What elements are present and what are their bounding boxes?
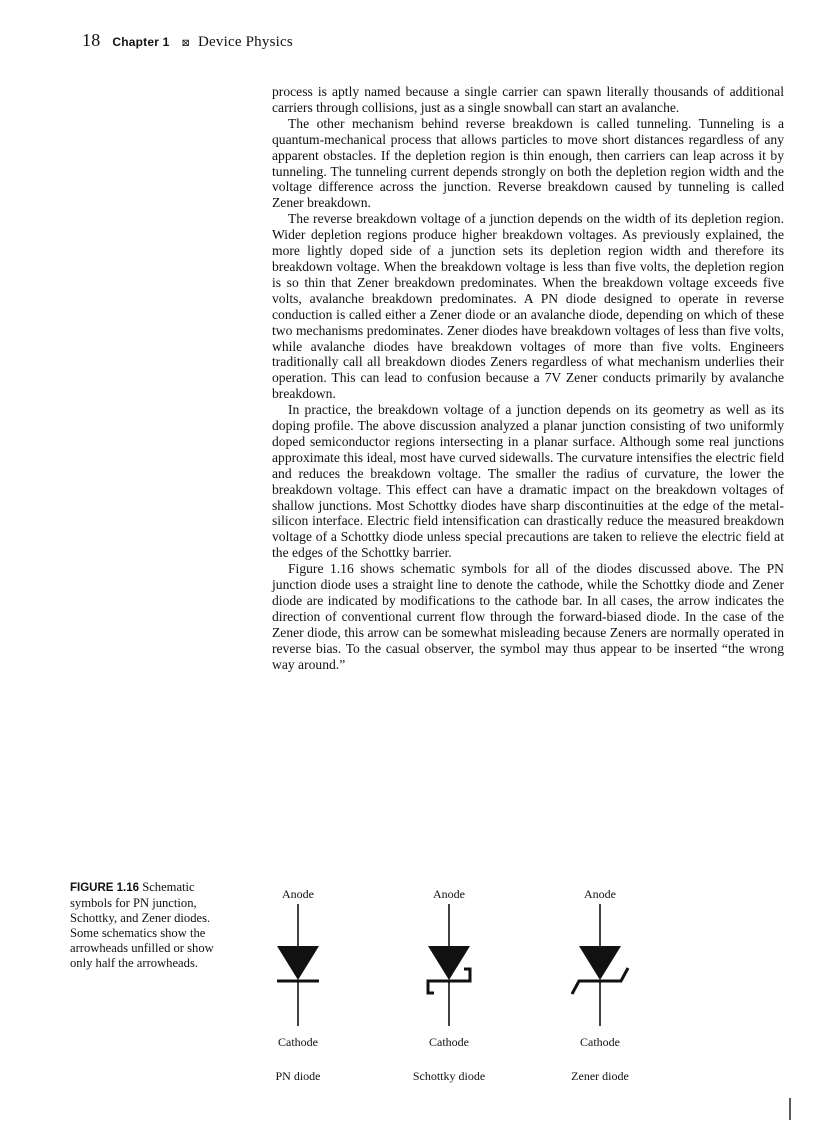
pn-diode-symbol bbox=[276, 887, 321, 1083]
paragraph: The reverse breakdown voltage of a junction depends on the width of its depletion region. Wider depletion regions produce higher breakdown voltages. As previously explained, the more lightly doped side of a junction sets its depletion region width and therefore its breakdown voltage. When the breakdown voltage is less than five volts, the depletion region is so thin that Zener breakdown predominates. When the breakdown voltage exceeds five volts, avalanche breakdown predominates. A PN diode designed to operate in reverse conduction is called either a Zener diode or an avalanche diode, depending on which of these two mechanisms predominates. Zener diodes have breakdown voltages of less than five volts, while avalanche diodes have breakdown voltages of more than five volts. Engineers traditionally call all breakdown diodes Zeners regardless of what mechanism underlies their operation. This can lead to confusion because a 7V Zener conducts primarily by avalanche breakdown. bbox=[272, 211, 784, 402]
section-title: Device Physics bbox=[198, 34, 293, 50]
cathode-label: Cathode bbox=[429, 1035, 469, 1049]
zener-diode-symbol bbox=[571, 887, 629, 1083]
paragraph: The other mechanism behind reverse breakdown is called tunneling. Tunneling is a quantum-mechanical process that allows particles to move short distances regardless of any apparent obstacles. If the depletion region is thin enough, then carriers can leap across it by tunneling. The tunneling current depends strongly on both the depletion region width and the voltage difference across the junction. Reverse breakdown caused by tunneling is called Zener breakdown. bbox=[272, 115, 784, 211]
figure-caption-text: Schematic symbols for PN junction, Schottky, and Zener diodes. Some schematics show the arrowheads unfilled or show only half the arrowheads. bbox=[70, 880, 214, 970]
diode-name: Schottky diode bbox=[412, 1069, 486, 1083]
cathode-label: Cathode bbox=[580, 1035, 620, 1049]
anode-label: Anode bbox=[282, 887, 314, 901]
schottky-diode-symbol bbox=[413, 887, 485, 1083]
chapter-label: Chapter 1 bbox=[112, 35, 170, 49]
arrowhead-icon bbox=[579, 946, 621, 980]
arrowhead-icon bbox=[277, 946, 319, 980]
paragraph: process is aptly named because a single carrier can spawn literally thousands of additional carriers through collisions, just as a single snowball can start an avalanche. bbox=[272, 84, 784, 115]
body-text bbox=[272, 84, 784, 673]
cathode-bar bbox=[428, 969, 470, 993]
anode-label: Anode bbox=[433, 887, 465, 901]
diode-name: Zener diode bbox=[571, 1069, 629, 1083]
arrowhead-icon bbox=[428, 946, 470, 980]
diode-name: PN diode bbox=[275, 1069, 321, 1083]
figure-label: FIGURE 1.16 bbox=[70, 882, 140, 894]
paragraph: In practice, the breakdown voltage of a junction depends on its geometry as well as its doping profile. The above discussion analyzed a planar junction consisting of two uniformly doped semiconductor regions intersecting in a planar surface. Although some real junctions approximate this ideal, most have curved sidewalls. The curvature intensifies the electric field and reduces the breakdown voltage. The smaller the radius of curvature, the lower the breakdown voltage. This effect can have a dramatic impact on the breakdown voltages of shallow junctions. Most Schottky diodes have sharp discontinuities at the edge of the metal-silicon interface. Electric field intensification can drastically reduce the measured breakdown voltage of a Schottky diode unless special precautions are taken to relieve the electric field at the edges of the Schottky barrier. bbox=[272, 402, 784, 561]
running-header bbox=[82, 30, 293, 51]
page-number: 18 bbox=[82, 30, 101, 50]
paragraph: Figure 1.16 shows schematic symbols for all of the diodes discussed above. The PN junction diode uses a straight line to denote the cathode, while the Schottky diode and Zener diode are indicated by modifications to the cathode bar. In all cases, the arrow indicates the direction of conventional current flow through the forward-biased diode. In the case of the Zener diode, this arrow can be somewhat misleading because Zeners are normally operated in reverse bias. To the casual observer, the symbol may thus appear to be inserted “the wrong way around.” bbox=[272, 561, 784, 672]
header-separator: ⊠ bbox=[181, 38, 191, 49]
anode-label: Anode bbox=[584, 887, 616, 901]
cathode-bar bbox=[572, 968, 628, 994]
figure-caption bbox=[70, 880, 238, 971]
cathode-label: Cathode bbox=[278, 1035, 318, 1049]
